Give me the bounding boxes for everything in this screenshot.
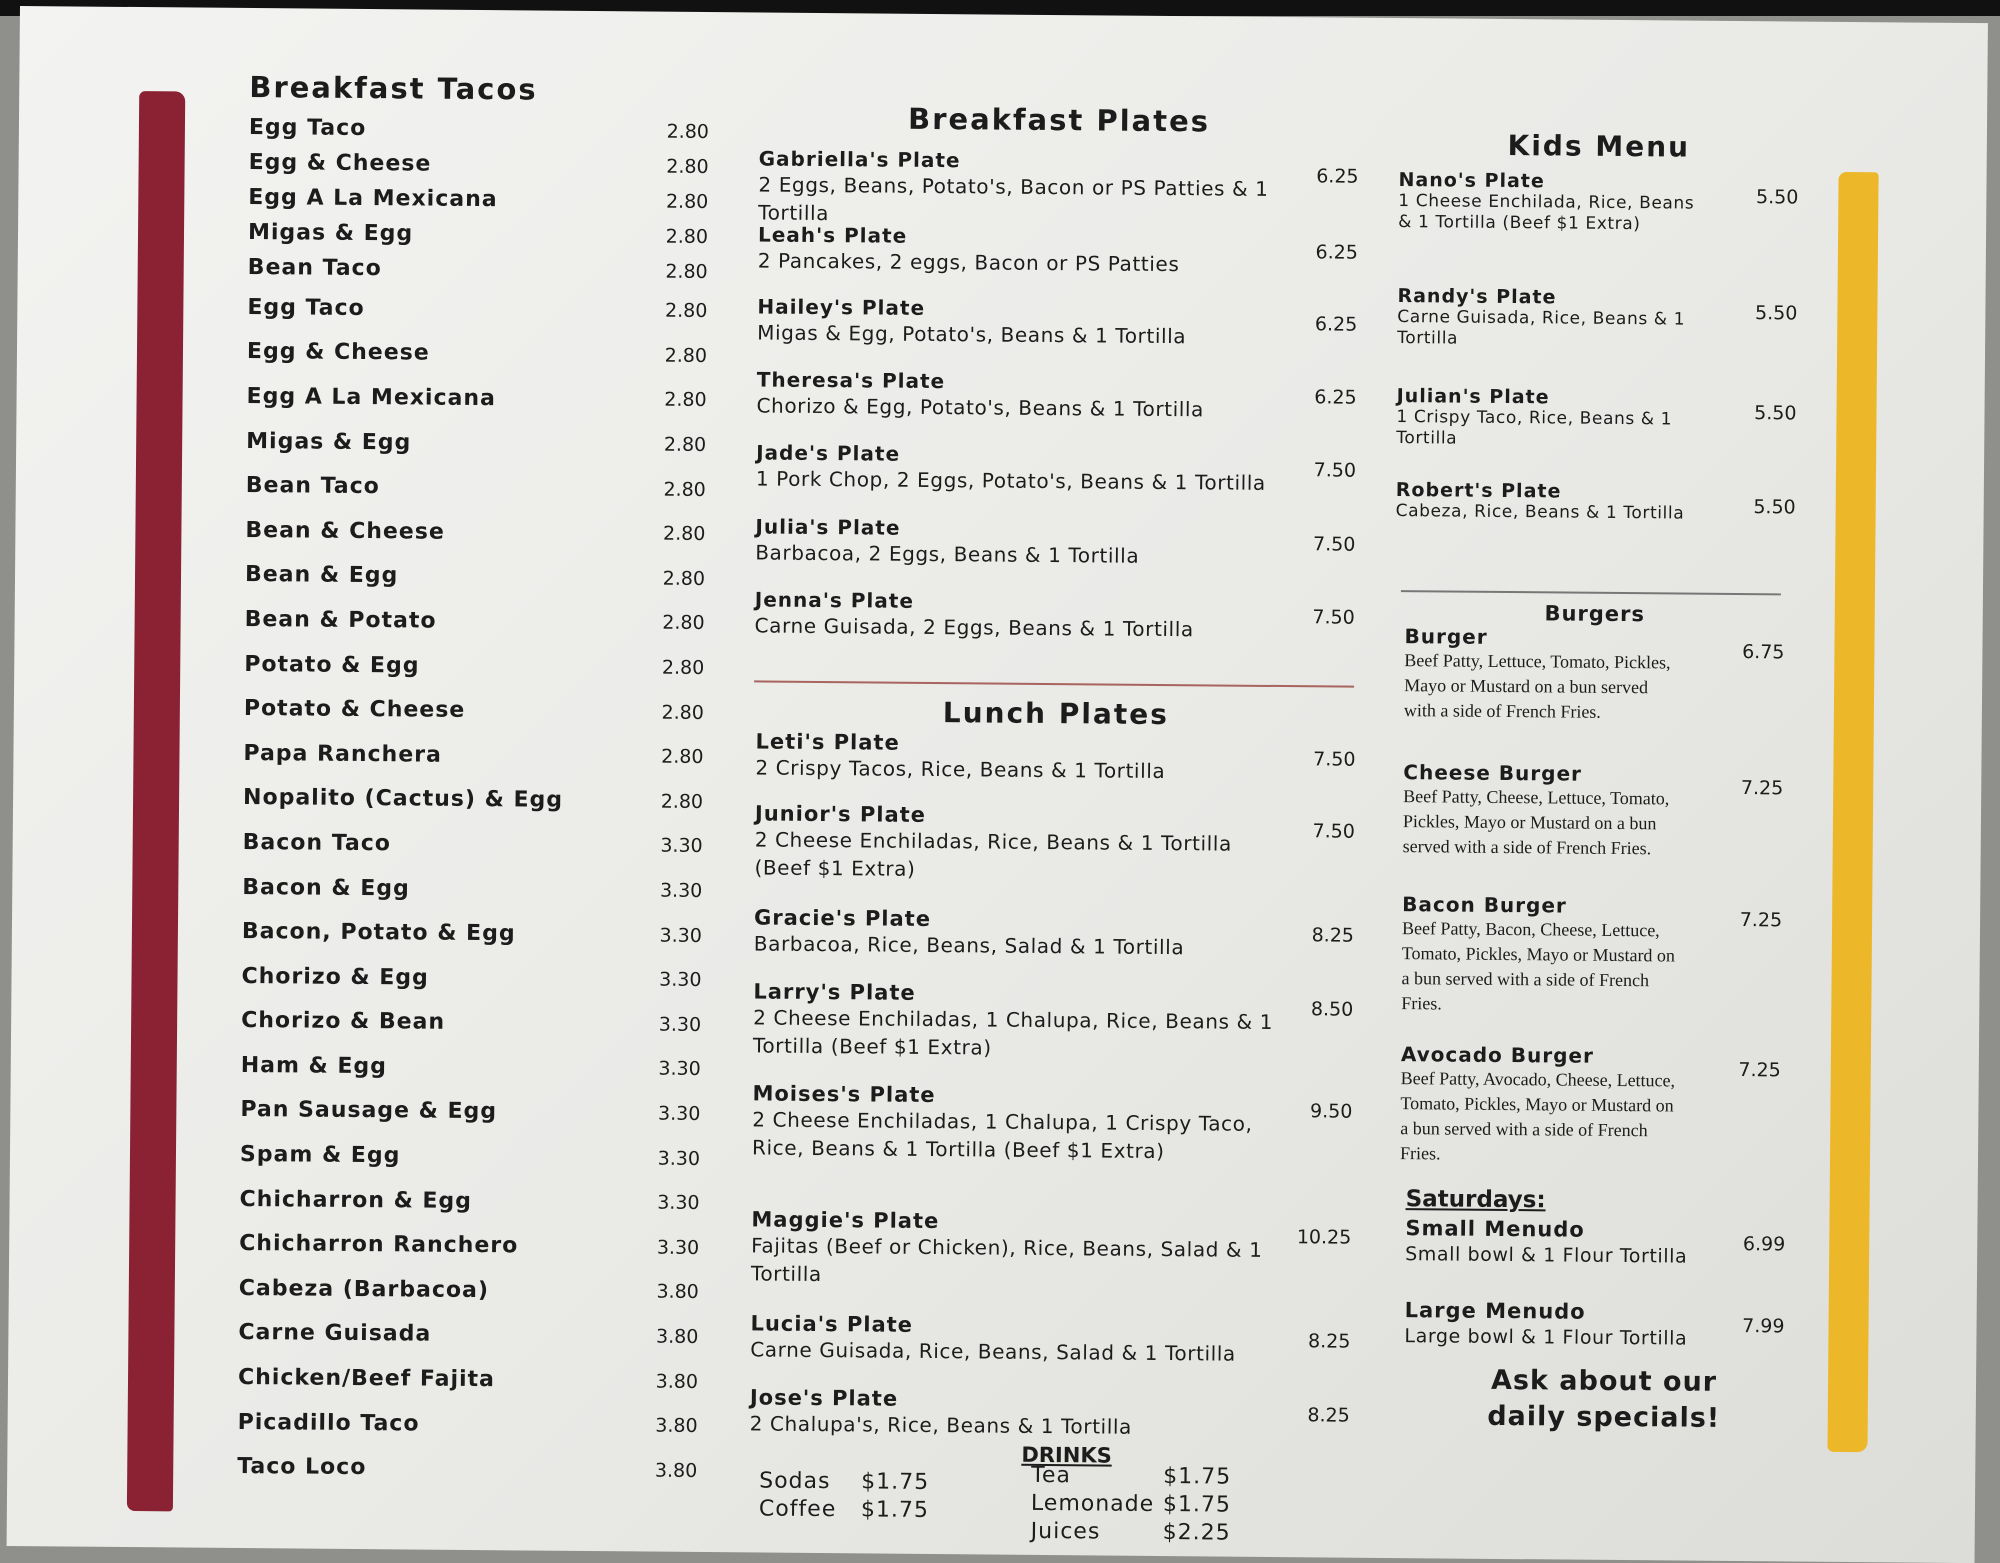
item-description: Carne Guisada, 2 Eggs, Beans & 1 Tortilla: [754, 613, 1194, 642]
menu-item: [754, 905, 1355, 984]
menu-item: [241, 954, 701, 1003]
drinks-left-list: [759, 1469, 929, 1526]
item-name: Lucia's Plate: [750, 1311, 914, 1337]
menu-item: [239, 1266, 699, 1315]
item-text: [753, 979, 1274, 1064]
menu-item: [248, 215, 708, 254]
item-price: 2.80: [664, 389, 707, 412]
item-description: Beef Patty, Bacon, Cheese, Lettuce, Tomato, Pickles, Mayo or Mustard on a bun served with a side of French Fries.: [1401, 918, 1676, 1014]
item-text: [750, 1385, 1270, 1442]
item-description: Small bowl & 1 Flour Tortilla: [1405, 1243, 1688, 1268]
menu-item: [242, 865, 702, 914]
item-name: Maggie's Plate: [751, 1207, 940, 1234]
menu-item: [244, 642, 704, 691]
item-name: Jenna's Plate: [754, 587, 915, 613]
saturdays-title: Saturdays:: [1405, 1186, 1546, 1214]
item-name: Taco Loco: [237, 1454, 367, 1481]
menu-item: [244, 597, 704, 646]
lunch-plates-list: [749, 729, 1355, 1464]
item-name: Nopalito (Cactus) & Egg: [242, 785, 564, 814]
item-price: 2.80: [664, 299, 708, 323]
menu-item: [240, 1132, 700, 1181]
menu-item: [243, 820, 703, 869]
burgers-title: Burgers: [1544, 601, 1646, 627]
menu-page: [7, 6, 1988, 1563]
lunch-plates-title: Lunch Plates: [942, 696, 1170, 732]
kids-burgers-divider: [1401, 590, 1781, 595]
item-name: Egg A La Mexicana: [246, 383, 497, 412]
item-text: [755, 587, 1275, 644]
item-description: 2 Eggs, Beans, Potato's, Bacon or PS Patties & 1 Tortilla: [758, 172, 1269, 226]
menu-item: [246, 463, 706, 512]
menu-item: [756, 440, 1357, 519]
menu-item: [240, 1088, 700, 1137]
drink-item: [1031, 1463, 1231, 1493]
item-name: Leah's Plate: [757, 222, 908, 248]
item-price: 2.80: [665, 260, 708, 283]
breakfast-plates-list: [754, 146, 1358, 665]
menu-item: [248, 250, 708, 289]
item-price: 7.25: [1739, 909, 1783, 932]
item-price: 2.80: [660, 790, 704, 813]
burgers-section: [1400, 600, 1785, 1195]
item-price: 6.25: [1314, 313, 1358, 336]
item-price: 3.30: [660, 835, 703, 858]
item-price: 3.80: [656, 1325, 699, 1348]
item-text: [1400, 1042, 1691, 1169]
menu-item: [247, 285, 707, 334]
item-price: 7.50: [1313, 459, 1357, 482]
item-price: 10.25: [1296, 1226, 1352, 1249]
item-price: 2.80: [661, 701, 704, 724]
drink-item: [1031, 1519, 1231, 1549]
menu-item: [245, 553, 705, 602]
item-name: Papa Ranchera: [243, 740, 442, 768]
item-description: Barbacoa, Rice, Beans, Salad & 1 Tortilla: [753, 931, 1185, 960]
menu-item: [247, 330, 707, 379]
item-price: 2.80: [666, 120, 710, 143]
item-price: 2.80: [664, 344, 708, 367]
item-name: Theresa's Plate: [756, 367, 946, 394]
item-price: 2.80: [661, 656, 705, 680]
item-description: Barbacoa, 2 Eggs, Beans & 1 Tortilla: [755, 540, 1140, 568]
item-price: 3.30: [659, 879, 703, 903]
item-price: 6.25: [1314, 386, 1357, 409]
item-name: Migas & Egg: [246, 428, 412, 456]
drink-item: [759, 1497, 929, 1526]
item-price: 7.25: [1740, 777, 1784, 800]
item-text: [756, 440, 1276, 497]
item-name: Nano's Plate: [1398, 169, 1545, 193]
item-name: Moises's Plate: [752, 1081, 936, 1108]
item-text: [1404, 624, 1695, 726]
item-name: Bacon Taco: [242, 829, 392, 857]
item-text: [1405, 1216, 1705, 1271]
item-price: 3.80: [654, 1459, 698, 1482]
breakfast-tacos-list: [237, 110, 709, 1493]
menu-item: [248, 145, 708, 184]
menu-item: [1403, 624, 1784, 763]
item-description: 2 Cheese Enchiladas, Rice, Beans & 1 Tortilla (Beef $1 Extra): [754, 827, 1232, 881]
item-price: 3.30: [657, 1102, 701, 1125]
item-name: Junior's Plate: [754, 801, 927, 827]
item-name: Bacon Burger: [1402, 892, 1567, 918]
menu-item: [243, 731, 703, 780]
item-name: Ham & Egg: [240, 1052, 388, 1080]
menu-item: [238, 1355, 698, 1404]
item-price: 5.50: [1755, 186, 1799, 209]
item-name: Bean & Potato: [244, 606, 437, 634]
kids-menu-list: [1395, 169, 1798, 572]
item-name: Julia's Plate: [755, 514, 901, 540]
item-name: Bean Taco: [247, 254, 382, 282]
item-price: 8.25: [1311, 924, 1355, 947]
item-price: 3.30: [658, 1013, 702, 1036]
item-price: 7.50: [1312, 606, 1355, 629]
drink-price: $1.75: [860, 1497, 930, 1523]
item-name: Avocado Burger: [1400, 1042, 1595, 1068]
item-description: Large bowl & 1 Flour Tortilla: [1404, 1325, 1688, 1350]
menu-item: [242, 909, 702, 958]
yellow-decorative-stripe: [1827, 172, 1878, 1452]
lunch-plates-section: [749, 694, 1356, 1464]
item-name: Large Menudo: [1404, 1298, 1586, 1324]
item-price: 6.99: [1742, 1233, 1786, 1256]
item-price: 2.80: [663, 522, 706, 546]
burgers-list: [1400, 624, 1785, 1195]
item-description: Migas & Egg, Potato's, Beans & 1 Tortilla: [757, 320, 1187, 349]
menu-item: [241, 998, 701, 1047]
menu-item: [238, 1311, 698, 1360]
item-name: Cabeza (Barbacoa): [238, 1275, 490, 1304]
drinks-title: DRINKS: [1021, 1442, 1112, 1468]
item-price: 8.25: [1307, 1330, 1351, 1353]
item-name: Egg Taco: [248, 115, 367, 142]
item-name: Leti's Plate: [755, 729, 900, 755]
item-price: 6.25: [1316, 165, 1359, 188]
item-name: Chicharron & Egg: [239, 1186, 473, 1214]
drink-name: Coffee: [758, 1496, 837, 1523]
menu-item: [245, 508, 705, 557]
menu-item: [750, 1311, 1351, 1390]
breakfast-tacos-section: [237, 70, 709, 1493]
menu-item: [249, 110, 709, 149]
item-description: Beef Patty, Avocado, Cheese, Lettuce, Tomato, Pickles, Mayo or Mustard on a bun served with a side of French Fries.: [1399, 1068, 1676, 1164]
item-price: 7.25: [1738, 1059, 1781, 1082]
item-text: [754, 801, 1275, 886]
menu-item: [1395, 479, 1796, 572]
item-text: [1398, 169, 1699, 236]
item-description: Chorizo & Egg, Potato's, Beans & 1 Tortilla: [756, 393, 1205, 422]
item-price: 6.25: [1315, 241, 1358, 264]
item-text: [755, 514, 1275, 571]
item-name: Larry's Plate: [753, 979, 916, 1005]
maroon-decorative-stripe: [127, 91, 185, 1511]
item-description: 2 Pancakes, 2 eggs, Bacon or PS Patties: [757, 248, 1180, 277]
item-name: Julian's Plate: [1396, 385, 1550, 409]
menu-item: [237, 1444, 697, 1493]
item-text: [752, 1081, 1273, 1166]
menu-item: [1404, 1298, 1785, 1361]
menu-item: [246, 374, 706, 423]
item-price: 3.30: [659, 968, 702, 992]
item-name: Egg Taco: [247, 294, 365, 321]
drink-price: $2.25: [1162, 1520, 1231, 1546]
item-name: Gabriella's Plate: [758, 146, 961, 173]
item-price: 3.30: [657, 1147, 701, 1170]
menu-item: [753, 979, 1354, 1086]
item-text: [758, 146, 1279, 231]
item-text: [1396, 385, 1697, 452]
item-description: Beef Patty, Cheese, Lettuce, Tomato, Pickles, Mayo or Mustard on a bun served with a side of French Fries.: [1402, 786, 1670, 859]
item-description: Carne Guisada, Rice, Beans & 1 Tortilla: [1397, 307, 1686, 349]
item-text: [751, 1207, 1272, 1292]
item-name: Cheese Burger: [1403, 760, 1583, 786]
item-price: 3.80: [655, 1370, 699, 1393]
item-description: Carne Guisada, Rice, Beans, Salad & 1 Tortilla: [750, 1337, 1236, 1366]
drink-item: [759, 1469, 929, 1498]
daily-specials-note: Ask about our daily specials!: [1487, 1364, 1721, 1434]
menu-item: [248, 180, 708, 219]
item-name: Bacon, Potato & Egg: [241, 919, 516, 947]
item-text: [1397, 285, 1698, 352]
item-text: [756, 367, 1276, 424]
item-name: Bacon & Egg: [242, 874, 410, 901]
item-name: Chorizo & Egg: [241, 963, 429, 991]
menu-item: [1398, 169, 1799, 288]
item-name: Egg A La Mexicana: [248, 185, 498, 213]
drinks-right-list: [1031, 1463, 1232, 1549]
item-price: 5.50: [1753, 496, 1796, 519]
item-name: Egg & Cheese: [248, 150, 432, 177]
item-price: 9.50: [1309, 1100, 1353, 1123]
item-name: Bean & Cheese: [245, 517, 445, 545]
menu-item: [239, 1221, 699, 1270]
item-description: Cabeza, Rice, Beans & 1 Tortilla: [1395, 501, 1685, 524]
item-price: 2.80: [662, 612, 705, 635]
item-price: 2.80: [666, 155, 709, 178]
item-description: Beef Patty, Lettuce, Tomato, Pickles, Mayo or Mustard on a bun served with a side of French Fries.: [1403, 650, 1671, 722]
drink-price: $1.75: [1163, 1464, 1232, 1490]
item-text: [758, 222, 1278, 279]
menu-item: [752, 1081, 1353, 1212]
menu-item: [758, 222, 1359, 299]
item-price: 2.80: [663, 433, 707, 457]
menu-item: [755, 729, 1356, 806]
item-description: 2 Cheese Enchiladas, 1 Chalupa, Rice, Beans & 1 Tortilla (Beef $1 Extra): [752, 1005, 1274, 1060]
drink-item: [1031, 1491, 1231, 1521]
item-price: 7.50: [1313, 748, 1356, 771]
item-price: 3.30: [656, 1236, 700, 1259]
section-divider: [754, 680, 1354, 687]
item-text: [1404, 1298, 1704, 1353]
item-text: [750, 1311, 1270, 1368]
kids-menu-section: [1395, 128, 1799, 572]
item-name: Jade's Plate: [756, 440, 901, 466]
item-price: 3.30: [657, 1191, 700, 1215]
item-name: Potato & Cheese: [243, 696, 466, 724]
menu-item: [244, 686, 704, 735]
item-name: Chorizo & Bean: [241, 1008, 446, 1036]
item-name: Picadillo Taco: [237, 1409, 420, 1437]
item-name: Spam & Egg: [239, 1142, 401, 1169]
item-name: Jose's Plate: [749, 1385, 899, 1411]
item-price: 2.80: [661, 745, 704, 769]
drink-name: Lemonade: [1030, 1490, 1155, 1517]
item-price: 8.25: [1307, 1404, 1350, 1427]
item-name: Randy's Plate: [1397, 285, 1557, 309]
item-text: [1403, 760, 1694, 862]
item-text: [757, 294, 1277, 351]
item-description: Fajitas (Beef or Chicken), Rice, Beans, Salad & 1 Tortilla: [750, 1233, 1263, 1287]
menu-item: [239, 1177, 699, 1226]
item-price: 3.30: [659, 924, 703, 947]
breakfast-tacos-title: Breakfast Tacos: [249, 70, 538, 107]
menu-item: [751, 1207, 1352, 1316]
item-price: 2.80: [662, 567, 706, 590]
item-price: 6.75: [1742, 641, 1785, 664]
item-text: [755, 729, 1275, 786]
item-price: 2.80: [663, 478, 706, 501]
item-price: 7.50: [1312, 533, 1356, 556]
item-name: Pan Sausage & Egg: [240, 1097, 498, 1125]
item-name: Bean Taco: [245, 473, 380, 500]
menu-item: [243, 776, 703, 825]
item-description: 1 Pork Chop, 2 Eggs, Potato's, Beans & 1 Tortilla: [755, 466, 1266, 495]
menu-item: [246, 419, 706, 468]
item-name: Bean & Egg: [244, 562, 399, 589]
kids-menu-title: Kids Menu: [1507, 128, 1691, 164]
item-text: [1396, 479, 1696, 525]
item-description: 2 Cheese Enchiladas, 1 Chalupa, 1 Crispy Taco, Rice, Beans & 1 Tortilla (Beef $1 Extra): [751, 1107, 1253, 1164]
item-price: 5.50: [1754, 402, 1797, 425]
menu-item: [1405, 1216, 1786, 1301]
menu-item: [754, 587, 1355, 665]
menu-item: [756, 367, 1357, 445]
saturdays-section: [1404, 1186, 1786, 1437]
item-price: 3.80: [656, 1280, 699, 1304]
plates-section: [754, 100, 1359, 665]
item-price: 2.80: [665, 190, 709, 213]
item-name: Burger: [1404, 624, 1488, 649]
breakfast-plates-title: Breakfast Plates: [907, 101, 1211, 139]
menu-item: [1402, 760, 1783, 895]
item-name: Hailey's Plate: [757, 294, 926, 320]
item-price: 7.50: [1312, 820, 1355, 843]
saturdays-list: [1404, 1216, 1785, 1361]
item-name: Chicken/Beef Fajita: [237, 1365, 496, 1393]
drink-price: $1.75: [861, 1469, 930, 1495]
item-text: [754, 905, 1274, 962]
item-name: Egg & Cheese: [246, 339, 430, 366]
menu-item: [1400, 1042, 1781, 1195]
menu-item: [1401, 892, 1782, 1045]
item-price: 3.80: [655, 1414, 698, 1438]
drink-name: Tea: [1031, 1462, 1072, 1489]
item-price: 3.30: [658, 1058, 701, 1081]
item-name: Small Menudo: [1405, 1216, 1585, 1242]
item-name: Carne Guisada: [238, 1320, 432, 1348]
item-description: 1 Cheese Enchilada, Rice, Beans & 1 Tortilla (Beef $1 Extra): [1398, 191, 1695, 235]
menu-item: [758, 146, 1359, 227]
item-name: Potato & Egg: [244, 651, 420, 679]
item-description: 1 Crispy Taco, Rice, Beans & 1 Tortilla: [1396, 407, 1673, 449]
menu-item: [754, 801, 1355, 910]
item-text: [1401, 892, 1692, 1019]
menu-item: [1396, 385, 1797, 482]
item-description: 2 Chalupa's, Rice, Beans & 1 Tortilla: [749, 1411, 1133, 1439]
drink-name: Juices: [1030, 1518, 1101, 1545]
item-name: Chicharron Ranchero: [239, 1231, 519, 1259]
item-name: Migas & Egg: [247, 219, 414, 247]
item-name: Gracie's Plate: [753, 905, 932, 931]
item-price: 2.80: [665, 225, 709, 248]
menu-item: [237, 1400, 697, 1449]
item-price: 5.50: [1754, 302, 1798, 325]
drink-name: Sodas: [759, 1468, 831, 1495]
menu-item: [1397, 285, 1798, 388]
item-price: 8.50: [1310, 998, 1354, 1021]
item-description: 2 Crispy Tacos, Rice, Beans & 1 Tortilla: [755, 755, 1166, 784]
drink-price: $1.75: [1162, 1492, 1232, 1518]
menu-item: [241, 1043, 701, 1092]
item-name: Robert's Plate: [1395, 479, 1562, 503]
menu-item: [757, 294, 1358, 372]
menu-item: [755, 514, 1356, 592]
item-price: 7.99: [1742, 1315, 1785, 1338]
